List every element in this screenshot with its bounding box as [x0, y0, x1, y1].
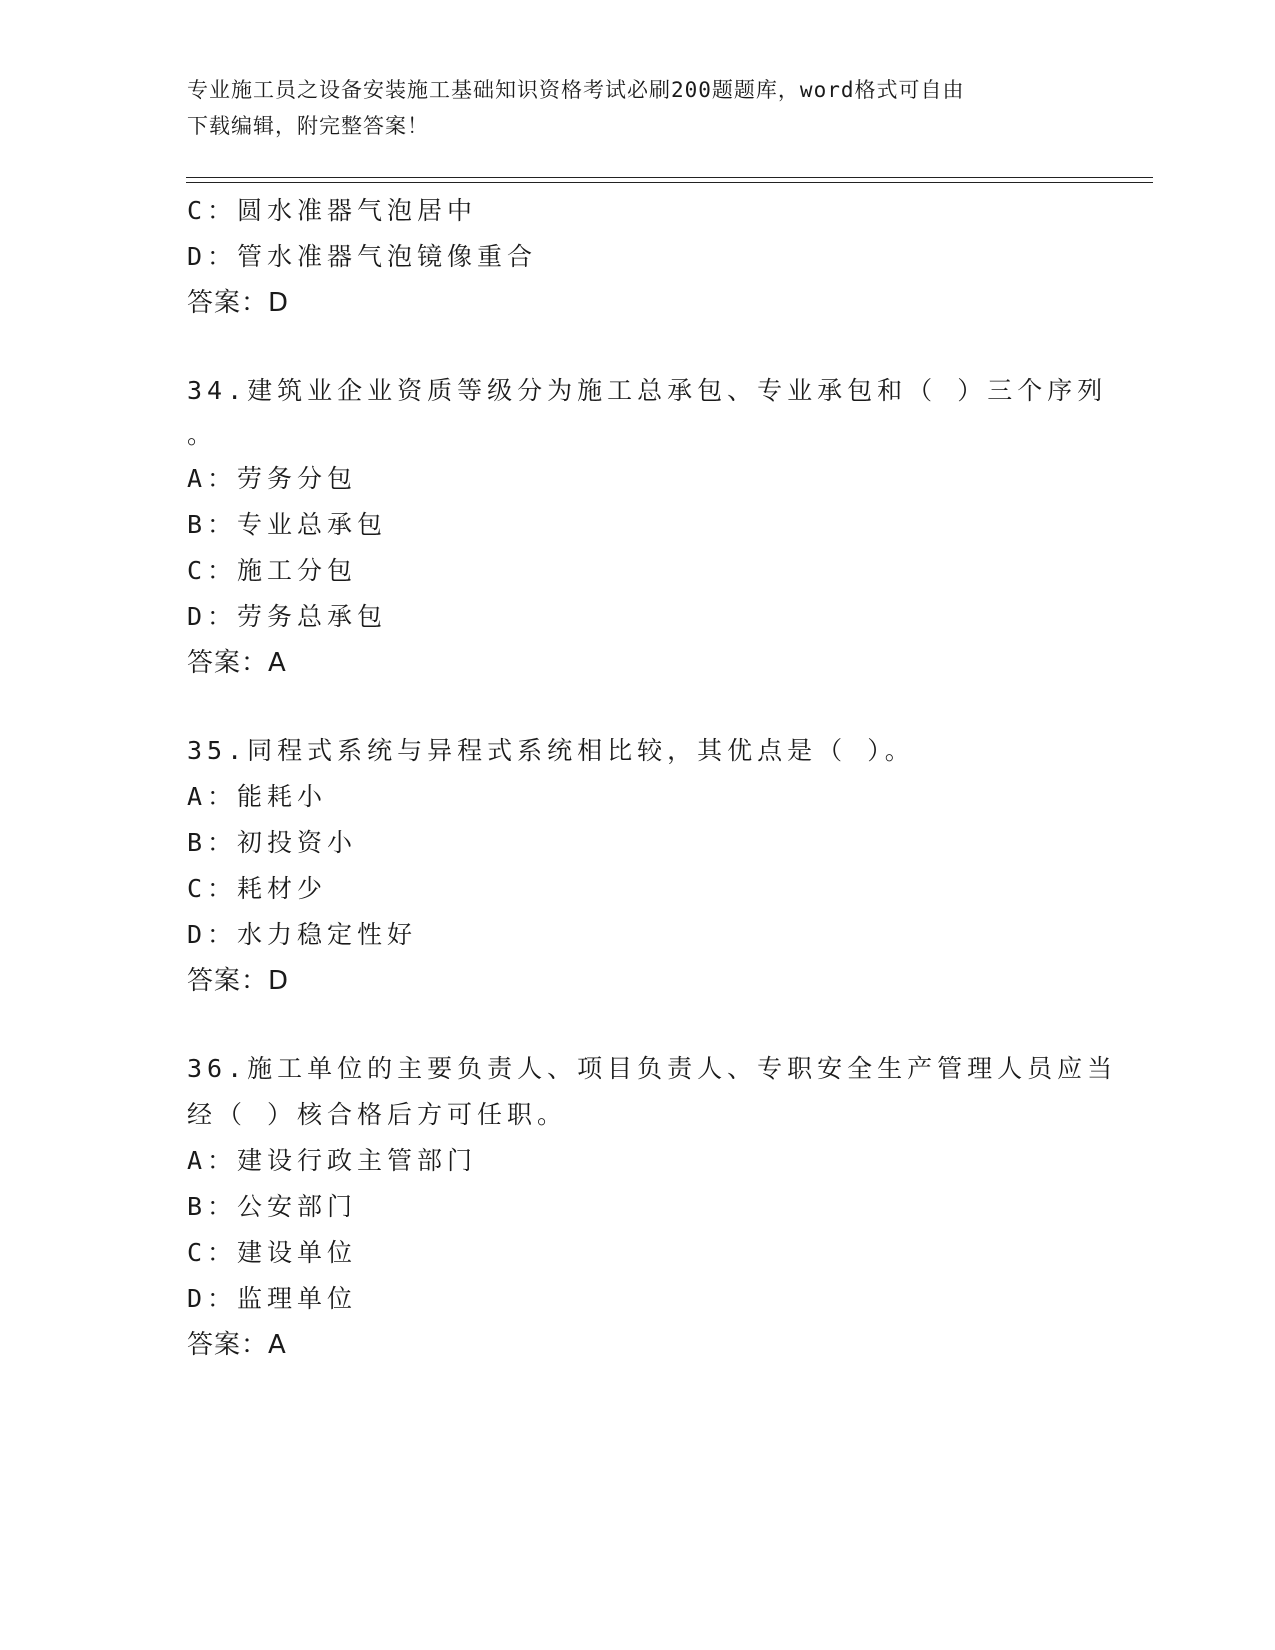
- spacer: [187, 686, 1087, 728]
- option-a: A：劳务分包: [187, 464, 358, 493]
- header-title-line-1: 专业施工员之设备安装施工基础知识资格考试必刷200题题库，word格式可自由: [187, 78, 965, 102]
- header-title-line-2: 下载编辑，附完整答案！: [187, 114, 429, 138]
- option-b: B：公安部门: [187, 1192, 358, 1221]
- question-content: [187, 188, 1118, 1368]
- question-34: [187, 368, 1108, 686]
- header-divider-bottom: [186, 182, 1153, 183]
- question-stem-continued: 经（ ）核合格后方可任职。: [187, 1100, 568, 1129]
- spacer: [187, 1004, 1087, 1046]
- option-a: A：建设行政主管部门: [187, 1146, 478, 1175]
- header-divider-top: [186, 177, 1153, 178]
- option-d: D：监理单位: [187, 1284, 358, 1313]
- question-36: [187, 1046, 1118, 1368]
- option-d: D：水力稳定性好: [187, 920, 418, 949]
- question-stem: 36.施工单位的主要负责人、项目负责人、专职安全生产管理人员应当: [187, 1054, 1118, 1083]
- option-c: C：耗材少: [187, 874, 328, 903]
- question-33-continuation: [187, 188, 1087, 326]
- option-c: C：施工分包: [187, 556, 358, 585]
- option-c: C：建设单位: [187, 1238, 358, 1267]
- answer-line: 答案：D: [187, 966, 290, 996]
- question-stem: 34.建筑业企业资质等级分为施工总承包、专业承包和（ ）三个序列: [187, 376, 1108, 405]
- answer-line: 答案：A: [187, 1330, 287, 1360]
- option-a: A：能耗小: [187, 782, 328, 811]
- option-d: D：管水准器气泡镜像重合: [187, 242, 538, 271]
- option-c: C：圆水准器气泡居中: [187, 196, 478, 225]
- option-b: B：专业总承包: [187, 510, 388, 539]
- question-stem: 35.同程式系统与异程式系统相比较，其优点是（ ）。: [187, 736, 915, 765]
- option-d: D：劳务总承包: [187, 602, 388, 631]
- question-35: [187, 728, 1087, 1004]
- question-stem-continued: 。: [187, 420, 218, 449]
- document-header: [187, 72, 1067, 144]
- spacer: [187, 326, 1087, 368]
- answer-line: 答案：D: [187, 288, 290, 318]
- answer-line: 答案：A: [187, 648, 287, 678]
- option-b: B：初投资小: [187, 828, 358, 857]
